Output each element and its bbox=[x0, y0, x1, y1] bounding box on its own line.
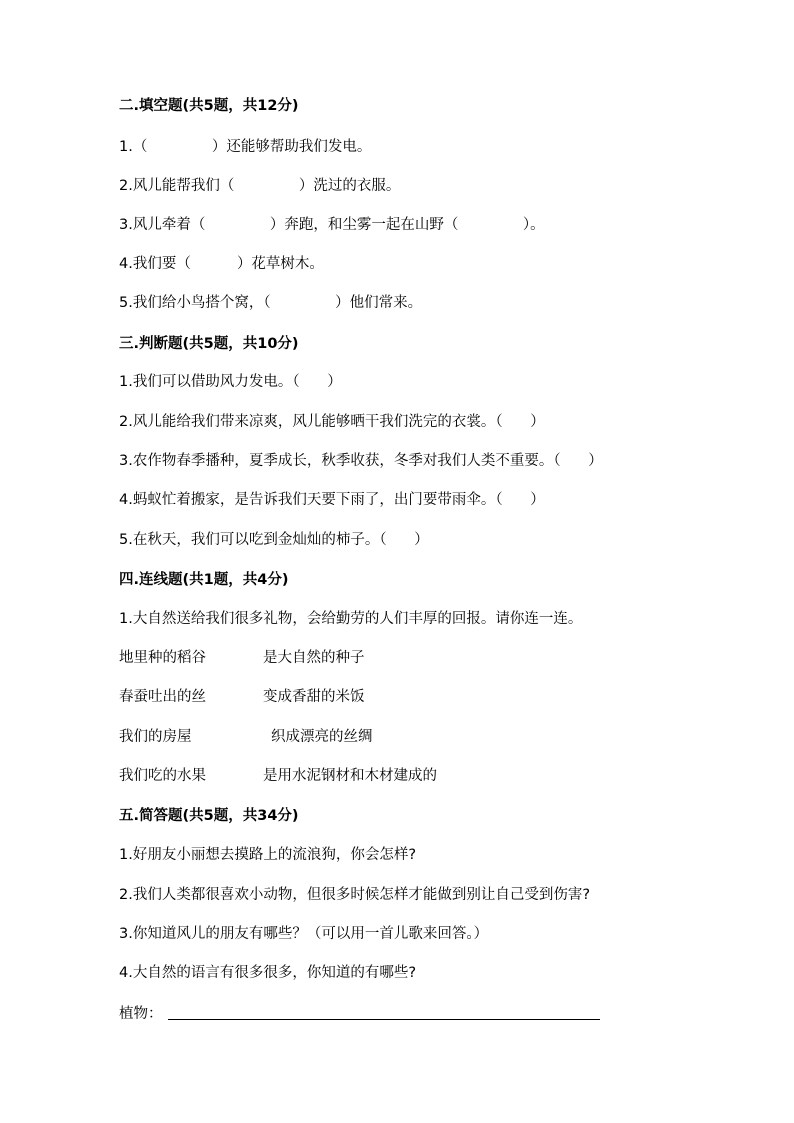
fill-question-1: 1.（ ）还能够帮助我们发电。 bbox=[119, 139, 372, 155]
match-left-item[interactable]: 我们吃的水果 bbox=[119, 768, 206, 784]
section-5-title: 五.简答题(共5题，共34分) bbox=[119, 808, 299, 824]
fill-blank[interactable] bbox=[234, 176, 299, 196]
fill-question-2: 2.风儿能帮我们（ ）洗过的衣服。 bbox=[119, 178, 401, 194]
judge-question-4: 4.蚂蚁忙着搬家，是告诉我们天要下雨了，出门要带雨伞。（ ） bbox=[119, 492, 545, 508]
match-right-item[interactable]: 变成香甜的米饭 bbox=[263, 689, 365, 705]
answer-label-plants: 植物： bbox=[119, 1006, 163, 1022]
fill-blank[interactable] bbox=[191, 254, 237, 274]
fill-question-3: 3.风儿牵着（ ）奔跑，和尘雾一起在山野（ ）。 bbox=[119, 217, 545, 233]
match-right-item[interactable]: 是大自然的种子 bbox=[263, 650, 365, 666]
short-question-3: 3.你知道风儿的朋友有哪些？（可以用一首儿歌来回答。） bbox=[119, 926, 489, 942]
match-right-item[interactable]: 是用水泥钢材和木材建成的 bbox=[263, 768, 437, 784]
judge-question-5: 5.在秋天，我们可以吃到金灿灿的柿子。（ ） bbox=[119, 532, 429, 548]
fill-blank[interactable] bbox=[205, 215, 270, 235]
judge-question-1: 1.我们可以借助风力发电。（ ） bbox=[119, 374, 342, 390]
fill-blank[interactable] bbox=[458, 215, 523, 235]
short-question-4: 4.大自然的语言有很多很多，你知道的有哪些? bbox=[119, 965, 417, 981]
short-question-2: 2.我们人类都很喜欢小动物，但很多时候怎样才能做到别让自己受到伤害? bbox=[119, 887, 591, 903]
match-left-item[interactable]: 春蚕吐出的丝 bbox=[119, 689, 206, 705]
fill-question-4: 4.我们要（ ）花草树木。 bbox=[119, 256, 324, 272]
fill-blank[interactable] bbox=[271, 293, 336, 313]
section-3-title: 三.判断题(共5题，共10分) bbox=[119, 336, 299, 352]
match-question-1: 1.大自然送给我们很多礼物，会给勤劳的人们丰厚的回报。请你连一连。 bbox=[119, 611, 583, 627]
short-question-1: 1.好朋友小丽想去摸路上的流浪狗，你会怎样? bbox=[119, 847, 417, 863]
judge-question-2: 2.风儿能给我们带来凉爽，风儿能够晒干我们洗完的衣裳。（ ） bbox=[119, 414, 545, 430]
match-left-item[interactable]: 地里种的稻谷 bbox=[119, 650, 206, 666]
judge-question-3: 3.农作物春季播种，夏季成长，秋季收获，冬季对我们人类不重要。（ ） bbox=[119, 453, 603, 469]
match-right-item[interactable]: 织成漂亮的丝绸 bbox=[271, 729, 373, 745]
section-2-title: 二.填空题(共5题，共12分) bbox=[119, 98, 299, 114]
answer-line[interactable] bbox=[168, 1019, 600, 1020]
section-4-title: 四.连线题(共1题，共4分) bbox=[119, 572, 289, 588]
match-left-item[interactable]: 我们的房屋 bbox=[119, 729, 192, 745]
fill-blank[interactable] bbox=[147, 137, 212, 157]
fill-question-5: 5.我们给小鸟搭个窝，（ ）他们常来。 bbox=[119, 295, 423, 311]
